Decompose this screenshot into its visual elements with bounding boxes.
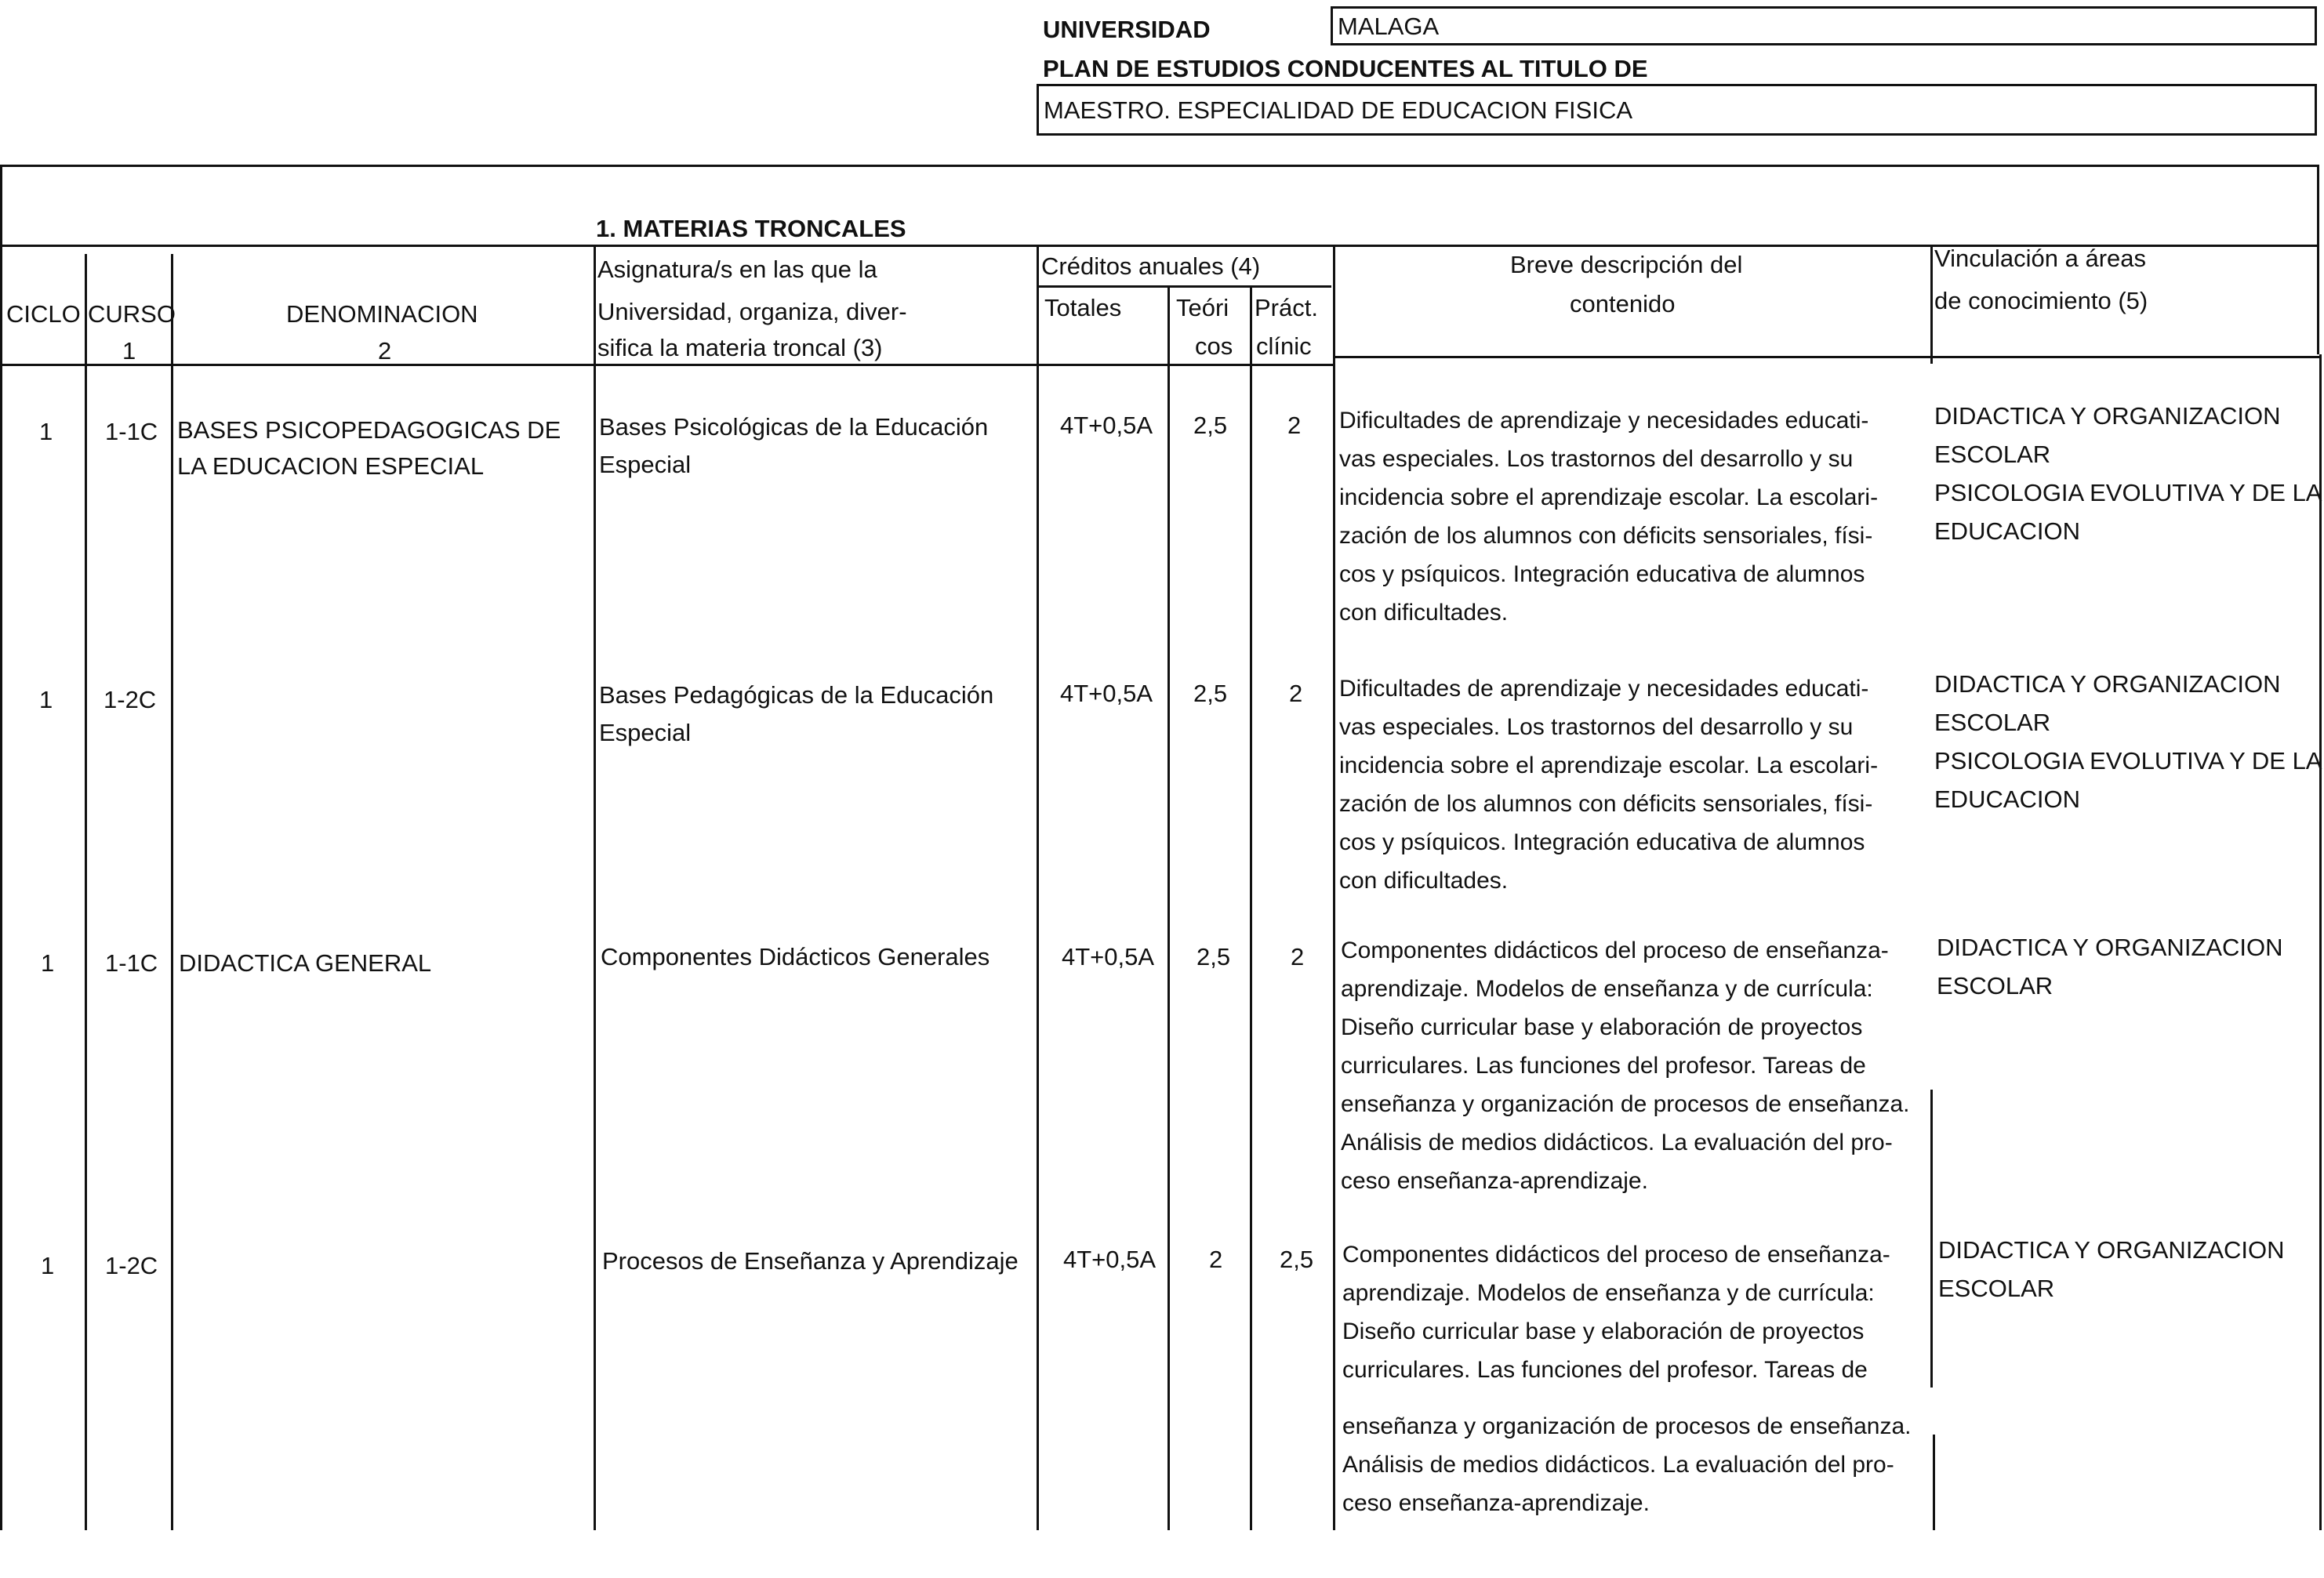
row-practicos: 2 (1291, 943, 1305, 970)
area-line: DIDACTICA Y ORGANIZACION (1934, 402, 2281, 430)
desc-line: Diseño curricular base y elaboración de proyectos (1342, 1319, 1865, 1344)
row-denominacion-l1: DIDACTICA GENERAL (179, 949, 432, 977)
row-asignatura-l1: Bases Psicológicas de la Educación (599, 413, 989, 441)
titulo-field (1037, 84, 2317, 136)
col-line-6 (1250, 285, 1252, 1530)
row-totales: 4T+0,5A (1063, 1246, 1157, 1273)
row-curso: 1-1C (105, 418, 158, 445)
desc-line: zación de los alumnos con déficits sensoriales, físi- (1339, 791, 1873, 817)
row-totales: 4T+0,5A (1062, 943, 1155, 970)
area-line: PSICOLOGIA EVOLUTIVA Y DE LA (1934, 747, 2322, 774)
row-descripcion (1339, 401, 1878, 632)
col-header-curso-num: 1 (122, 337, 136, 365)
col-line-8c (1933, 1435, 1935, 1530)
col-header-vinculacion-2: de conocimiento (5) (1934, 287, 2148, 314)
row-asignatura-l1: Bases Pedagógicas de la Educación (599, 681, 994, 709)
row-ciclo: 1 (41, 1252, 55, 1279)
desc-line: ceso enseñanza-aprendizaje. (1342, 1490, 1650, 1516)
area-line: DIDACTICA Y ORGANIZACION (1938, 1236, 2285, 1264)
col-header-vinculacion-1: Vinculación a áreas (1934, 245, 2146, 272)
table-right-border (2317, 165, 2319, 354)
area-line: ESCOLAR (1937, 972, 2053, 999)
row-practicos: 2,5 (1280, 1246, 1314, 1273)
desc-line: zación de los alumnos con déficits sensoriales, físi- (1339, 523, 1873, 549)
area-line: PSICOLOGIA EVOLUTIVA Y DE LA (1934, 479, 2322, 506)
desc-line: vas especiales. Los trastornos del desarrollo y su (1339, 714, 1854, 740)
row-descripcion (1341, 931, 1910, 1200)
row-practicos: 2 (1289, 680, 1303, 707)
col-header-ciclo: CICLO (6, 300, 81, 328)
row-areas (1938, 1231, 2285, 1308)
desc-line: enseñanza y organización de procesos de enseñanza. (1341, 1091, 1910, 1117)
header-row-bottom (0, 364, 1333, 366)
col-header-denominacion: DENOMINACION (286, 300, 478, 328)
desc-line: curriculares. Las funciones del profesor. Tareas de (1341, 1053, 1866, 1079)
col-header-denominacion-num: 2 (378, 337, 392, 365)
col-header-creditos: Créditos anuales (4) (1041, 252, 1261, 280)
col-header-asignatura-3: sifica la materia troncal (3) (597, 334, 883, 361)
desc-line: incidencia sobre el aprendizaje escolar. La escolari- (1339, 753, 1879, 778)
universidad-value: MALAGA (1338, 13, 1440, 40)
row-asignatura-l1: Procesos de Enseñanza y Aprendizaje (602, 1247, 1019, 1275)
row-teoricos: 2 (1209, 1246, 1223, 1273)
plan-label: PLAN DE ESTUDIOS CONDUCENTES AL TITULO DE (1043, 55, 1648, 82)
desc-line: aprendizaje. Modelos de enseñanza y de currícula: (1342, 1280, 1875, 1306)
row-practicos: 2 (1287, 412, 1302, 439)
row-asignatura-l2: Especial (599, 719, 692, 746)
col-header-practicos-1: Práct. (1255, 294, 1318, 321)
row-denominacion-l1: BASES PSICOPEDAGOGICAS DE (177, 416, 561, 444)
desc-line: Dificultades de aprendizaje y necesidades educati- (1339, 676, 1869, 702)
row-totales: 4T+0,5A (1060, 680, 1153, 707)
row-teoricos: 2,5 (1193, 412, 1228, 439)
titulo-value: MAESTRO. ESPECIALIDAD DE EDUCACION FISICA (1044, 96, 1633, 124)
row-areas (1937, 928, 2283, 1005)
row-teoricos: 2,5 (1193, 680, 1228, 707)
col-line-5 (1167, 285, 1170, 1530)
row-descripcion (1339, 669, 1878, 900)
area-line: ESCOLAR (1934, 441, 2051, 468)
col-line-2 (171, 254, 173, 1530)
row-asignatura-l1: Componentes Didácticos Generales (601, 943, 990, 970)
row-denominacion-l2: LA EDUCACION ESPECIAL (177, 452, 485, 480)
area-line: ESCOLAR (1938, 1275, 2055, 1302)
desc-line: con dificultades. (1339, 600, 1509, 626)
col-header-teoricos-1: Teóri (1176, 294, 1229, 321)
row-totales: 4T+0,5A (1060, 412, 1153, 439)
col-header-totales: Totales (1044, 294, 1122, 321)
desc-line: Análisis de medios didácticos. La evaluación del pro- (1342, 1452, 1894, 1478)
desc-line: enseñanza y organización de procesos de enseñanza. (1342, 1413, 1912, 1439)
col-header-practicos-2: clínic (1256, 332, 1312, 360)
desc-line: Componentes didácticos del proceso de enseñanza- (1341, 938, 1889, 963)
desc-line: cos y psíquicos. Integración educativa de alumnos (1339, 829, 1865, 855)
desc-line: vas especiales. Los trastornos del desarrollo y su (1339, 446, 1854, 472)
area-line: DIDACTICA Y ORGANIZACION (1934, 670, 2281, 698)
row-areas (1934, 665, 2322, 818)
desc-line: Análisis de medios didácticos. La evaluación del pro- (1341, 1130, 1893, 1155)
col-line-7 (1333, 246, 1335, 1530)
area-line: ESCOLAR (1934, 709, 2051, 736)
col-header-curso: CURSO (88, 300, 176, 328)
row-curso: 1-2C (105, 1252, 158, 1279)
table-top-border (0, 165, 2319, 167)
col-header-breve-2: contenido (1570, 290, 1676, 317)
desc-line: aprendizaje. Modelos de enseñanza y de currícula: (1341, 976, 1873, 1002)
col-header-asignatura-2: Universidad, organiza, diver- (597, 298, 907, 325)
col-line-4 (1037, 246, 1039, 1530)
creditos-divider (1037, 285, 1331, 288)
col-header-breve-1: Breve descripción del (1510, 251, 1743, 278)
col-header-asignatura-1: Asignatura/s en las que la (597, 256, 877, 283)
area-line: EDUCACION (1934, 785, 2081, 813)
area-line: DIDACTICA Y ORGANIZACION (1937, 934, 2283, 961)
col-line-1 (85, 254, 87, 1530)
universidad-field (1331, 6, 2317, 45)
desc-line: cos y psíquicos. Integración educativa de alumnos (1339, 561, 1865, 587)
desc-line: incidencia sobre el aprendizaje escolar. La escolari- (1339, 484, 1879, 510)
area-line: EDUCACION (1934, 517, 2081, 545)
universidad-label: UNIVERSIDAD (1043, 16, 1211, 43)
row-descripcion (1342, 1235, 1912, 1522)
desc-line: curriculares. Las funciones del profesor. Tareas de (1342, 1357, 1868, 1383)
row-asignatura-l2: Especial (599, 451, 692, 478)
row-ciclo: 1 (39, 418, 53, 445)
col-line-8b (1930, 1090, 1933, 1388)
row-ciclo: 1 (39, 686, 53, 713)
desc-line: ceso enseñanza-aprendizaje. (1341, 1168, 1648, 1194)
row-curso: 1-2C (103, 686, 157, 713)
row-curso: 1-1C (105, 949, 158, 977)
header-row-bottom-right (1333, 356, 2319, 358)
col-line-3 (594, 246, 596, 1530)
desc-line: con dificultades. (1339, 868, 1509, 894)
row-teoricos: 2,5 (1196, 943, 1231, 970)
desc-line: Diseño curricular base y elaboración de proyectos (1341, 1014, 1863, 1040)
row-ciclo: 1 (41, 949, 55, 977)
desc-line: Dificultades de aprendizaje y necesidades educati- (1339, 408, 1869, 433)
table-left-border (0, 165, 2, 1530)
row-areas (1934, 397, 2322, 550)
col-line-8 (1930, 246, 1933, 364)
col-header-teoricos-2: cos (1195, 332, 1233, 360)
desc-line: Componentes didácticos del proceso de enseñanza- (1342, 1242, 1890, 1268)
section-title: 1. MATERIAS TRONCALES (596, 215, 906, 242)
